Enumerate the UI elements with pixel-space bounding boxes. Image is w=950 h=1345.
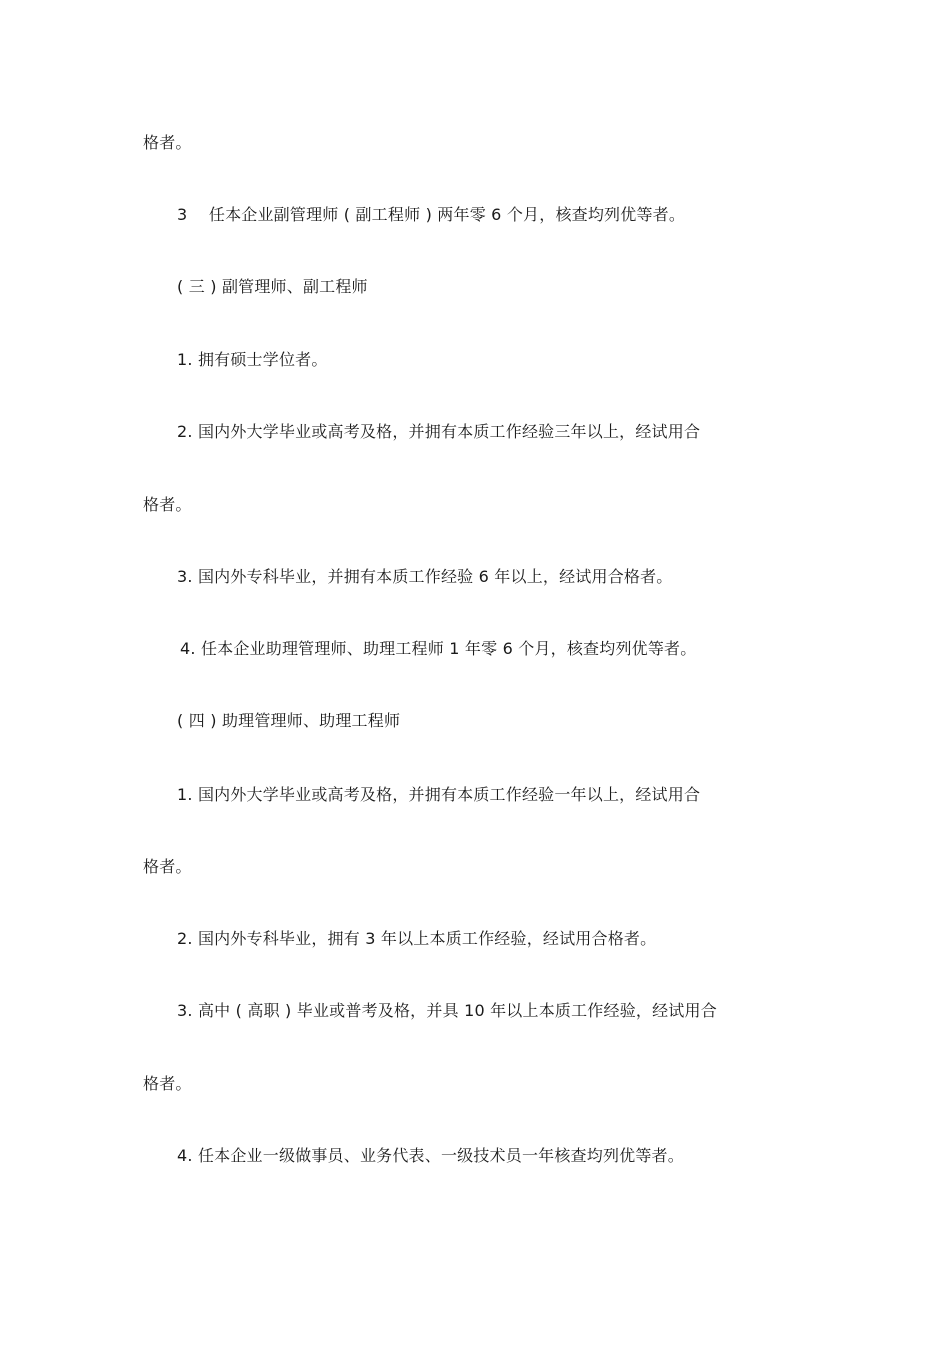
text-line: 2. 国内外大学毕业或高考及格，并拥有本质工作经验三年以上，经试用合 [177,422,701,441]
text-line: 4. 任本企业一级做事员、业务代表、一级技术员一年核查均列优等者。 [177,1146,684,1165]
text-line: 格者。 [143,1074,192,1093]
text-line: 格者。 [143,857,192,876]
text-line: 3 任本企业副管理师 ( 副工程师 ) 两年零 6 个月，核查均列优等者。 [177,205,686,224]
section-heading: ( 四 ) 助理管理师、助理工程师 [177,711,401,730]
section-heading: ( 三 ) 副管理师、副工程师 [177,277,368,296]
text-line: 1. 国内外大学毕业或高考及格，并拥有本质工作经验一年以上，经试用合 [177,785,701,804]
text-line: 4. 任本企业助理管理师、助理工程师 1 年零 6 个月，核查均列优等者。 [180,639,697,658]
text-line: 1. 拥有硕士学位者。 [177,350,328,369]
text-line: 格者。 [143,133,192,152]
text-line: 3. 高中 ( 高职 ) 毕业或普考及格，并具 10 年以上本质工作经验，经试用合 [177,1001,717,1020]
text-line: 3. 国内外专科毕业，并拥有本质工作经验 6 年以上，经试用合格者。 [177,567,673,586]
text-line: 格者。 [143,495,192,514]
text-line: 2. 国内外专科毕业，拥有 3 年以上本质工作经验，经试用合格者。 [177,929,657,948]
